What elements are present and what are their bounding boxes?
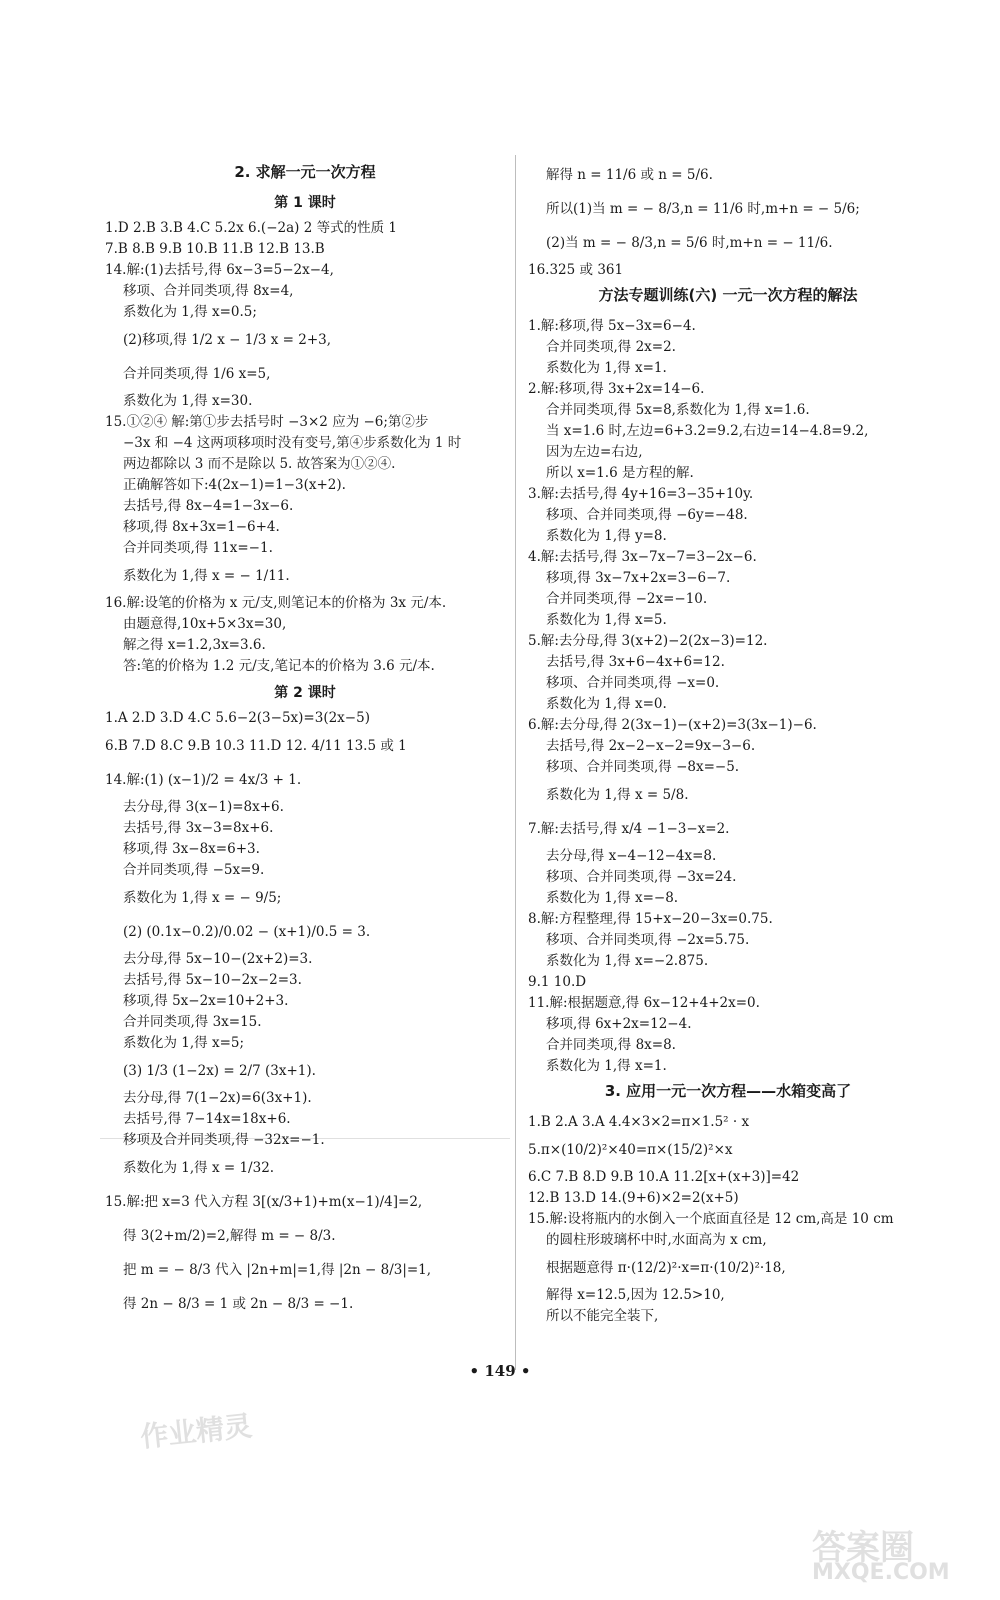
answer-line: 合并同类项,得 3x=15. xyxy=(123,1014,262,1030)
answer-line: 系数化为 1,得 x=1. xyxy=(546,1058,667,1074)
answer-line: 解得 n = 11/6 或 n = 5/6. xyxy=(546,167,713,183)
answer-line: 移项,得 6x+2x=12−4. xyxy=(546,1016,692,1032)
answer-line: 系数化为 1,得 x=−8. xyxy=(546,890,679,906)
answer-line: 移项、合并同类项,得 −6y=−48. xyxy=(546,507,748,523)
answer-line: 因为左边=右边, xyxy=(546,444,643,460)
answer-line: 得 3(2+m/2)=2,解得 m = − 8/3. xyxy=(123,1228,336,1244)
answer-line: 两边都除以 3 而不是除以 5. 故答案为①②④. xyxy=(123,456,396,472)
answer-line: 1.A 2.D 3.D 4.C 5.6−2(3−5x)=3(2x−5) xyxy=(105,710,370,726)
answer-line: 1.B 2.A 3.A 4.4×3×2=π×1.5² · x xyxy=(528,1114,750,1130)
answer-line: 合并同类项,得 11x=−1. xyxy=(123,540,273,556)
answer-line: 合并同类项,得 8x=8. xyxy=(546,1037,676,1053)
answer-line: 12.B 13.D 14.(9+6)×2=2(x+5) xyxy=(528,1190,739,1206)
answer-line: 去括号,得 3x−3=8x+6. xyxy=(123,820,274,836)
answer-line: 系数化为 1,得 x=0.5; xyxy=(123,304,257,320)
answer-line: 15.解:设将瓶内的水倒入一个底面直径是 12 cm,高是 10 cm xyxy=(528,1211,894,1227)
answer-line: 系数化为 1,得 x = − 1/11. xyxy=(123,568,290,584)
method-training-title: 方法专题训练(六) 一元一次方程的解法 xyxy=(598,286,858,304)
answer-line: 5.π×(10/2)²×40=π×(15/2)²×x xyxy=(528,1142,733,1158)
answer-line: 14.解:(1)去括号,得 6x−3=5−2x−4, xyxy=(105,262,334,278)
answer-line: 去分母,得 3(x−1)=8x+6. xyxy=(123,799,284,815)
answer-line: 解得 x=12.5,因为 12.5>10, xyxy=(546,1287,725,1303)
answer-line: 所以 x=1.6 是方程的解. xyxy=(546,465,694,481)
answer-line: 去括号,得 8x−4=1−3x−6. xyxy=(123,498,294,514)
answer-line: (2)移项,得 1/2 x − 1/3 x = 2+3, xyxy=(123,332,332,348)
answer-line: 去括号,得 2x−2−x−2=9x−3−6. xyxy=(546,738,756,754)
answer-line: 的圆柱形玻璃杯中时,水面高为 x cm, xyxy=(546,1232,767,1248)
answer-line: 合并同类项,得 −2x=−10. xyxy=(546,591,708,607)
lesson-title: 第 2 课时 xyxy=(274,685,336,701)
answer-line: 合并同类项,得 1/6 x=5, xyxy=(123,366,271,382)
answer-line: 15.解:把 x=3 代入方程 3[(x/3+1)+m(x−1)/4]=2, xyxy=(105,1194,423,1210)
answer-line: 把 m = − 8/3 代入 |2n+m|=1,得 |2n − 8/3|=1, xyxy=(123,1262,432,1278)
answer-line: 5.解:去分母,得 3(x+2)−2(2x−3)=12. xyxy=(528,633,768,649)
answer-line: 9.1 10.D xyxy=(528,974,587,990)
left-column xyxy=(105,158,505,1321)
answer-line: 合并同类项,得 2x=2. xyxy=(546,339,676,355)
answer-line: 去括号,得 5x−10−2x−2=3. xyxy=(123,972,302,988)
answer-line: 1.D 2.B 3.B 4.C 5.2x 6.(−2a) 2 等式的性质 1 xyxy=(105,220,397,236)
answer-line: 系数化为 1,得 x=0. xyxy=(546,696,667,712)
column-divider xyxy=(515,155,516,1370)
lesson-title: 第 1 课时 xyxy=(274,195,336,211)
answer-line: 移项及合并同类项,得 −32x=−1. xyxy=(123,1132,325,1148)
answer-line: 移项、合并同类项,得 −3x=24. xyxy=(546,869,737,885)
answer-line: 移项,得 5x−2x=10+2+3. xyxy=(123,993,289,1009)
answer-line: 当 x=1.6 时,左边=6+3.2=9.2,右边=14−4.8=9.2, xyxy=(546,423,869,439)
answer-line: 系数化为 1,得 x = − 9/5; xyxy=(123,890,282,906)
answer-line: (2) (0.1x−0.2)/0.02 − (x+1)/0.5 = 3. xyxy=(123,924,371,940)
answer-line: 系数化为 1,得 x=1. xyxy=(546,360,667,376)
answer-line: 11.解:根据题意,得 6x−12+4+2x=0. xyxy=(528,995,760,1011)
answer-line: 所以不能完全装下, xyxy=(546,1308,659,1324)
answer-line: 系数化为 1,得 x = 1/32. xyxy=(123,1160,275,1176)
answer-line: 去分母,得 5x−10−(2x+2)=3. xyxy=(123,951,313,967)
answer-line: 移项,得 8x+3x=1−6+4. xyxy=(123,519,280,535)
answer-line: 系数化为 1,得 x=5. xyxy=(546,612,667,628)
answer-line: 7.解:去括号,得 x/4 −1−3−x=2. xyxy=(528,821,730,837)
answer-line: 7.B 8.B 9.B 10.B 11.B 12.B 13.B xyxy=(105,241,325,257)
answer-line: 正确解答如下:4(2x−1)=1−3(x+2). xyxy=(123,477,346,493)
answer-line: 16.解:设笔的价格为 x 元/支,则笔记本的价格为 3x 元/本. xyxy=(105,595,447,611)
answer-line: 14.解:(1) (x−1)/2 = 4x/3 + 1. xyxy=(105,772,302,788)
answer-line: 系数化为 1,得 x = 5/8. xyxy=(546,787,689,803)
section-title: 2. 求解一元一次方程 xyxy=(234,163,376,181)
answer-line: 移项、合并同类项,得 −8x=−5. xyxy=(546,759,740,775)
right-column xyxy=(528,158,928,1327)
watermark-url: MXQE.COM xyxy=(812,1560,950,1585)
answer-line: 8.解:方程整理,得 15+x−20−3x=0.75. xyxy=(528,911,773,927)
answer-line: 1.解:移项,得 5x−3x=6−4. xyxy=(528,318,696,334)
watermark-logo: 答案圈 xyxy=(812,1528,914,1568)
answer-line: 系数化为 1,得 x=5; xyxy=(123,1035,245,1051)
answer-line: 得 2n − 8/3 = 1 或 2n − 8/3 = −1. xyxy=(123,1296,354,1312)
answer-line: 移项,得 3x−7x+2x=3−6−7. xyxy=(546,570,731,586)
answer-line: −3x 和 −4 这两项移项时没有变号,第④步系数化为 1 时 xyxy=(123,435,462,451)
answer-line: 2.解:移项,得 3x+2x=14−6. xyxy=(528,381,705,397)
page-number: • 149 • xyxy=(469,1362,531,1380)
answer-line: 移项、合并同类项,得 −2x=5.75. xyxy=(546,932,750,948)
answer-line: 合并同类项,得 5x=8,系数化为 1,得 x=1.6. xyxy=(546,402,810,418)
watermark-text: 作业精灵 xyxy=(138,1409,254,1454)
answer-line: 15.①②④ 解:第①步去括号时 −3×2 应为 −6;第②步 xyxy=(105,414,429,430)
answer-line: 系数化为 1,得 x=30. xyxy=(123,393,253,409)
answer-line: 6.C 7.B 8.D 9.B 10.A 11.2[x+(x+3)]=42 xyxy=(528,1169,800,1185)
answer-line: 去分母,得 7(1−2x)=6(3x+1). xyxy=(123,1090,312,1106)
answer-line: 移项、合并同类项,得 −x=0. xyxy=(546,675,720,691)
answer-line: 去括号,得 7−14x=18x+6. xyxy=(123,1111,291,1127)
answer-line: 6.B 7.D 8.C 9.B 10.3 11.D 12. 4/11 13.5 或 1 xyxy=(105,738,407,754)
answer-line: 答:笔的价格为 1.2 元/支,笔记本的价格为 3.6 元/本. xyxy=(123,658,435,674)
section-title: 3. 应用一元一次方程——水箱变高了 xyxy=(604,1082,852,1100)
answer-line: (2)当 m = − 8/3,n = 5/6 时,m+n = − 11/6. xyxy=(546,235,833,251)
answer-line: 去分母,得 x−4−12−4x=8. xyxy=(546,848,717,864)
answer-line: 6.解:去分母,得 2(3x−1)−(x+2)=3(3x−1)−6. xyxy=(528,717,817,733)
answer-line: 系数化为 1,得 y=8. xyxy=(546,528,667,544)
answer-line: 系数化为 1,得 x=−2.875. xyxy=(546,953,709,969)
answer-line: 4.解:去括号,得 3x−7x−7=3−2x−6. xyxy=(528,549,757,565)
answer-line: 所以(1)当 m = − 8/3,n = 11/6 时,m+n = − 5/6; xyxy=(546,201,860,217)
answer-line: 解之得 x=1.2,3x=3.6. xyxy=(123,637,266,653)
answer-line: 合并同类项,得 −5x=9. xyxy=(123,862,265,878)
answer-line: 去括号,得 3x+6−4x+6=12. xyxy=(546,654,725,670)
answer-line: 由题意得,10x+5×3x=30, xyxy=(123,616,287,632)
answer-line: (3) 1/3 (1−2x) = 2/7 (3x+1). xyxy=(123,1063,316,1079)
answer-line: 3.解:去括号,得 4y+16=3−35+10y. xyxy=(528,486,754,502)
answer-line: 16.325 或 361 xyxy=(528,262,624,278)
answer-line: 移项,得 3x−8x=6+3. xyxy=(123,841,260,857)
answer-line: 移项、合并同类项,得 8x=4, xyxy=(123,283,294,299)
answer-line: 根据题意得 π·(12/2)²·x=π·(10/2)²·18, xyxy=(546,1260,786,1276)
